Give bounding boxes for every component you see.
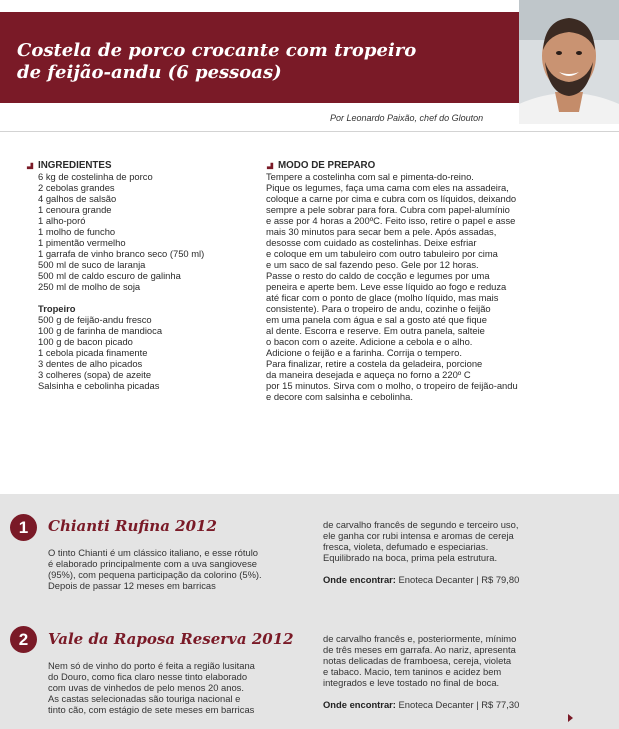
- header-divider: [0, 131, 619, 132]
- method-line: o bacon com o azeite. Adicione a cebola e o alho.: [266, 336, 473, 347]
- list-item: 500 g de feijão-andu fresco: [38, 314, 152, 325]
- tropeiro-heading: Tropeiro: [38, 303, 76, 314]
- wine-text-line: Depois de passar 12 meses em barricas: [48, 580, 216, 591]
- list-item: 1 cenoura grande: [38, 204, 112, 215]
- method-column: [266, 160, 588, 402]
- list-item: 500 ml de suco de laranja: [38, 259, 146, 270]
- list-item: 1 garrafa de vinho branco seco (750 ml): [38, 248, 205, 259]
- wine-description-left: [48, 660, 310, 715]
- wine-title: Chianti Rufina 2012: [48, 517, 217, 535]
- wine-text-line: é elaborado principalmente com a uva sangiovese: [48, 558, 257, 569]
- method-line: Tempere a costelinha com sal e pimenta-do-reino.: [266, 171, 474, 182]
- ingredients-list: [38, 171, 256, 292]
- method-line: e asse por 4 horas a 200ºC. Feito isso, retire o papel e asse: [266, 215, 516, 226]
- list-item: Salsinha e cebolinha picadas: [38, 380, 160, 391]
- list-item: 3 dentes de alho picados: [38, 358, 143, 369]
- where-to-buy: [323, 574, 585, 585]
- wine-number-badge: 1: [10, 514, 37, 541]
- next-arrow-icon: [568, 714, 573, 722]
- method-line: al dente. Escorra e reserve. Em outra panela, salteie: [266, 325, 485, 336]
- method-line: mais 30 minutos para secar bem a pele. Após assadas,: [266, 226, 497, 237]
- list-item: 250 ml de molho de soja: [38, 281, 141, 292]
- wine-text-line: de carvalho francês e, posteriormente, mínimo: [323, 633, 517, 644]
- method-line: Pique os legumes, faça uma cama com eles na assadeira,: [266, 182, 509, 193]
- recipe-title: [17, 40, 437, 84]
- list-item: 100 g de farinha de mandioca: [38, 325, 163, 336]
- method-line: consistente). Para o tropeiro de andu, cozinhe o feijão: [266, 303, 491, 314]
- wine-text-line: As castas selecionadas são touriga nacional e: [48, 693, 241, 704]
- method-text: [266, 171, 588, 402]
- wine-description-left: [48, 547, 310, 591]
- list-item: 4 galhos de salsão: [38, 193, 117, 204]
- wine-text-line: de três meses em garrafa. Ao nariz, apresenta: [323, 644, 516, 655]
- chef-byline: Por Leonardo Paixão, chef do Glouton: [330, 113, 484, 123]
- method-line: e coloque em um tabuleiro com outro tabuleiro por cima: [266, 248, 498, 259]
- chef-portrait-image: [519, 0, 619, 124]
- wine-text-line: com uvas de vinhedos de pelo menos 20 anos.: [48, 682, 244, 693]
- list-item: 1 molho de funcho: [38, 226, 116, 237]
- tropeiro-list: [38, 314, 256, 391]
- list-item: 500 ml de caldo escuro de galinha: [38, 270, 181, 281]
- wine-text-line: do Douro, como fica claro nesse tinto elaborado: [48, 671, 248, 682]
- wine-text-line: (95%), com pequena participação da colorino (5%).: [48, 569, 262, 580]
- wine-text-line: integrados e leve tostado no final de boca.: [323, 677, 500, 688]
- list-item: 100 g de bacon picado: [38, 336, 133, 347]
- method-line: da maneira desejada e aqueça no forno a 220º C: [266, 369, 471, 380]
- arrow-down-right-icon: [266, 161, 275, 170]
- ingredients-column: [38, 160, 256, 391]
- where-value: Enoteca Decanter | R$ 77,30: [398, 699, 520, 710]
- where-label: Onde encontrar:: [323, 574, 396, 585]
- wine-text-line: e tabaco. Macio, tem taninos e acidez bem: [323, 666, 502, 677]
- method-line: coloque a carne por cima e cubra com os líquidos, deixando: [266, 193, 517, 204]
- where-value: Enoteca Decanter | R$ 79,80: [398, 574, 520, 585]
- method-heading: [266, 160, 588, 171]
- method-line: e um saco de sal fazendo peso. Gele por 12 horas.: [266, 259, 479, 270]
- list-item: 1 pimentão vermelho: [38, 237, 126, 248]
- chef-photo: [519, 0, 619, 124]
- method-heading-text: MODO DE PREPARO: [278, 160, 376, 171]
- list-item: 1 alho-poró: [38, 215, 86, 226]
- where-to-buy: [323, 699, 585, 710]
- wine-text-line: O tinto Chianti é um clássico italiano, e esse rótulo: [48, 547, 258, 558]
- wine-text-line: notas delicadas de framboesa, cereja, violeta: [323, 655, 512, 666]
- wine-text-line: Equilibrado na boca, prima pela estrutura.: [323, 552, 498, 563]
- method-line: Adicione o feijão e a farinha. Corrija o tempero.: [266, 347, 462, 358]
- method-line: sempre a pele sobrar para fora. Cubra com papel-alumínio: [266, 204, 510, 215]
- method-line: Passe o resto do caldo de cocção e legumes por uma: [266, 270, 490, 281]
- where-label: Onde encontrar:: [323, 699, 396, 710]
- method-line: Para finalizar, retire a costela da geladeira, porcione: [266, 358, 483, 369]
- method-line: e decore com salsinha e cebolinha.: [266, 391, 413, 402]
- ingredients-heading: [26, 160, 256, 171]
- wine-text-line: ele ganha cor rubi intensa e aromas de cereja: [323, 530, 514, 541]
- wine-title: Vale da Raposa Reserva 2012: [48, 630, 294, 648]
- recipe-title-line-1: Costela de porco crocante com tropeiro: [17, 40, 417, 61]
- list-item: 3 colheres (sopa) de azeite: [38, 369, 152, 380]
- method-line: desosse com cuidado as costelinhas. Deixe esfriar: [266, 237, 477, 248]
- arrow-down-right-icon: [26, 161, 35, 170]
- wine-text-line: de carvalho francês de segundo e terceiro uso,: [323, 519, 519, 530]
- recipe-title-line-2: de feijão-andu (6 pessoas): [17, 62, 282, 83]
- wine-text-line: Nem só de vinho do porto é feita a região lusitana: [48, 660, 255, 671]
- list-item: 6 kg de costelinha de porco: [38, 171, 153, 182]
- method-line: em uma panela com água e sal a gosto até que fique: [266, 314, 487, 325]
- wine-description-right: [323, 519, 585, 585]
- wine-number-badge: 2: [10, 626, 37, 653]
- wine-text-line: fresca, violeta, defumado e especiarias.: [323, 541, 489, 552]
- method-line: até ficar com o ponto de glace (molho líquido, mas mais: [266, 292, 499, 303]
- wine-description-right: [323, 633, 585, 710]
- list-item: 1 cebola picada finamente: [38, 347, 148, 358]
- method-line: peneira e aperte bem. Leve esse líquido ao fogo e reduza: [266, 281, 507, 292]
- list-item: 2 cebolas grandes: [38, 182, 115, 193]
- ingredients-heading-text: INGREDIENTES: [38, 160, 112, 171]
- wine-text-line: tinto cão, com estágio de sete meses em barricas: [48, 704, 255, 715]
- method-line: por 15 minutos. Sirva com o molho, o tropeiro de feijão-andu: [266, 380, 518, 391]
